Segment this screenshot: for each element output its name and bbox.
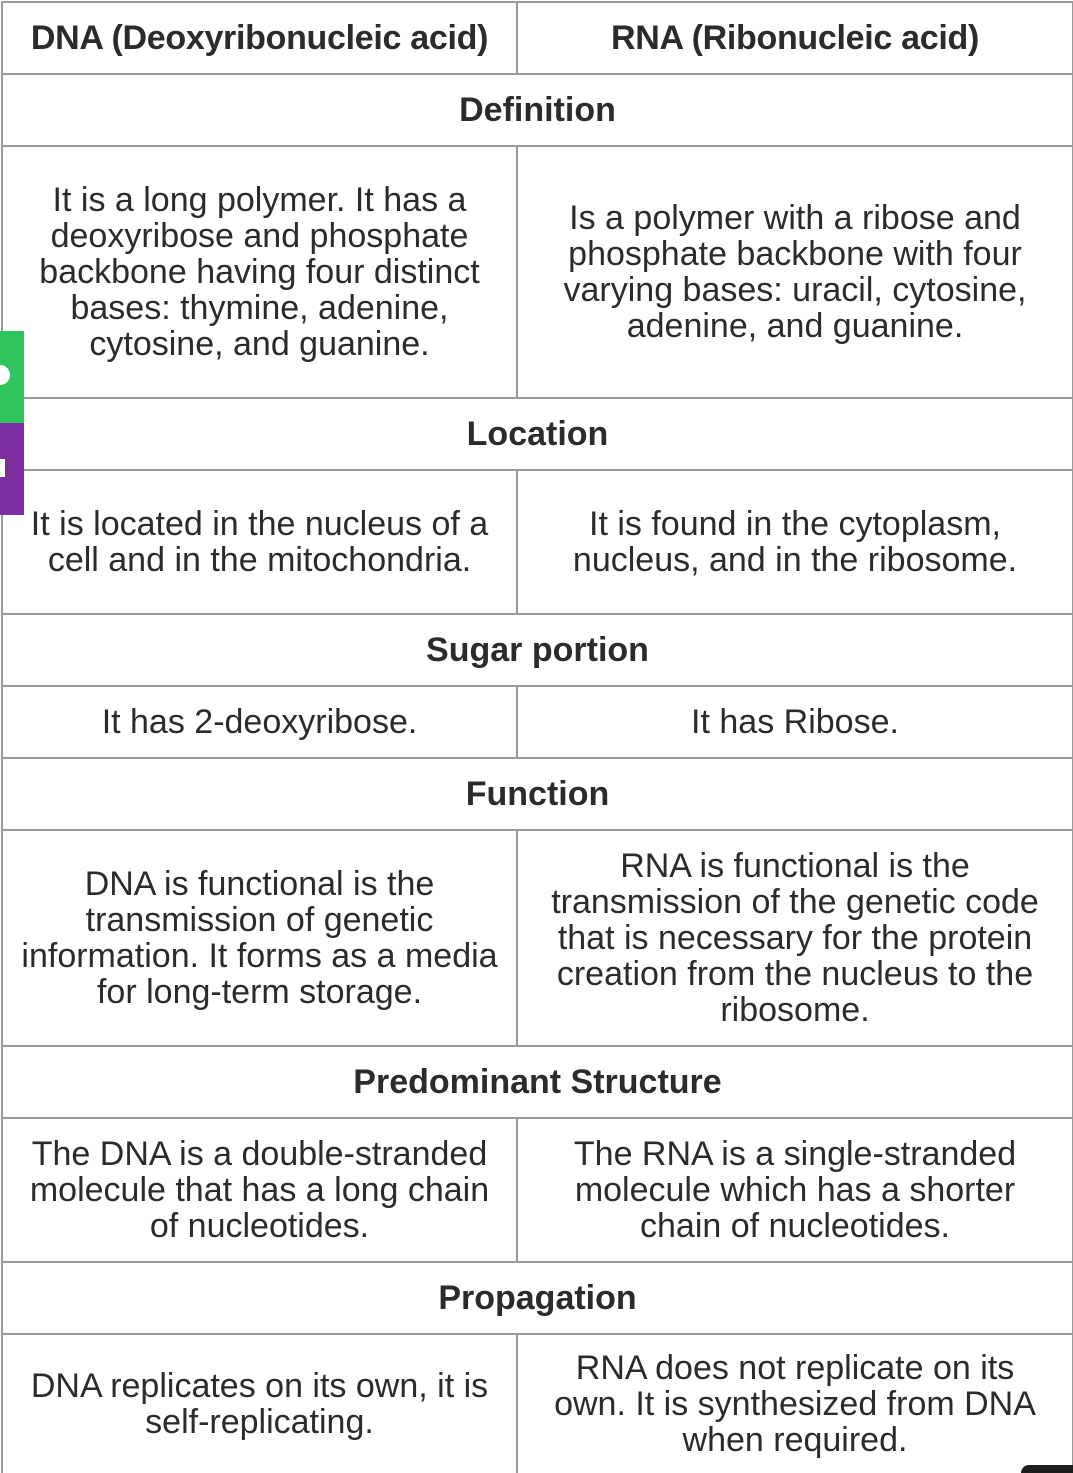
section-row-definition xyxy=(2,74,1073,146)
side-tab-purple[interactable] xyxy=(0,423,24,515)
table-row xyxy=(2,830,1073,1046)
rna-definition-cell: Is a polymer with a ribose and phosphate backbone with four varying bases: uracil, cytosine, adenine, and guanine. xyxy=(517,146,1073,398)
bar-icon xyxy=(0,459,5,477)
section-title: Definition xyxy=(2,74,1073,146)
table-row xyxy=(2,146,1073,398)
table-row xyxy=(2,470,1073,614)
section-title: Predominant Structure xyxy=(2,1046,1073,1118)
header-row xyxy=(2,2,1073,74)
dna-function-cell: DNA is functional is the transmission of genetic information. It forms as a media for long-term storage. xyxy=(2,830,517,1046)
dna-structure-cell: The DNA is a double-stranded molecule that has a long chain of nucleotides. xyxy=(2,1118,517,1262)
rna-propagation-cell: RNA does not replicate on its own. It is synthesized from DNA when required. xyxy=(517,1334,1073,1473)
dna-definition-cell: It is a long polymer. It has a deoxyribose and phosphate backbone having four distinct bases: thymine, adenine, cytosine, and guanine. xyxy=(2,146,517,398)
rna-sugar-cell: It has Ribose. xyxy=(517,686,1073,758)
side-tab-green[interactable] xyxy=(0,331,24,423)
dna-location-cell: It is located in the nucleus of a cell and in the mitochondria. xyxy=(2,470,517,614)
dna-sugar-cell: It has 2-deoxyribose. xyxy=(2,686,517,758)
section-row-location xyxy=(2,398,1073,470)
table-row xyxy=(2,686,1073,758)
section-title: Propagation xyxy=(2,1262,1073,1334)
rna-function-cell: RNA is functional is the transmission of the genetic code that is necessary for the protein creation from the nucleus to the ribosome. xyxy=(517,830,1073,1046)
circle-icon xyxy=(0,365,10,385)
section-row-propagation xyxy=(2,1262,1073,1334)
table-row xyxy=(2,1118,1073,1262)
section-row-predominant-structure xyxy=(2,1046,1073,1118)
dna-propagation-cell: DNA replicates on its own, it is self-replicating. xyxy=(2,1334,517,1473)
rna-location-cell: It is found in the cytoplasm, nucleus, and in the ribosome. xyxy=(517,470,1073,614)
section-row-function xyxy=(2,758,1073,830)
section-row-sugar-portion xyxy=(2,614,1073,686)
section-title: Sugar portion xyxy=(2,614,1073,686)
corner-widget xyxy=(1021,1465,1073,1473)
table-row xyxy=(2,1334,1073,1473)
section-title: Location xyxy=(2,398,1073,470)
dna-column-header: DNA (Deoxyribonucleic acid) xyxy=(2,2,517,74)
dna-rna-comparison-table xyxy=(1,1,1073,1473)
rna-structure-cell: The RNA is a single-stranded molecule which has a shorter chain of nucleotides. xyxy=(517,1118,1073,1262)
rna-column-header: RNA (Ribonucleic acid) xyxy=(517,2,1073,74)
section-title: Function xyxy=(2,758,1073,830)
